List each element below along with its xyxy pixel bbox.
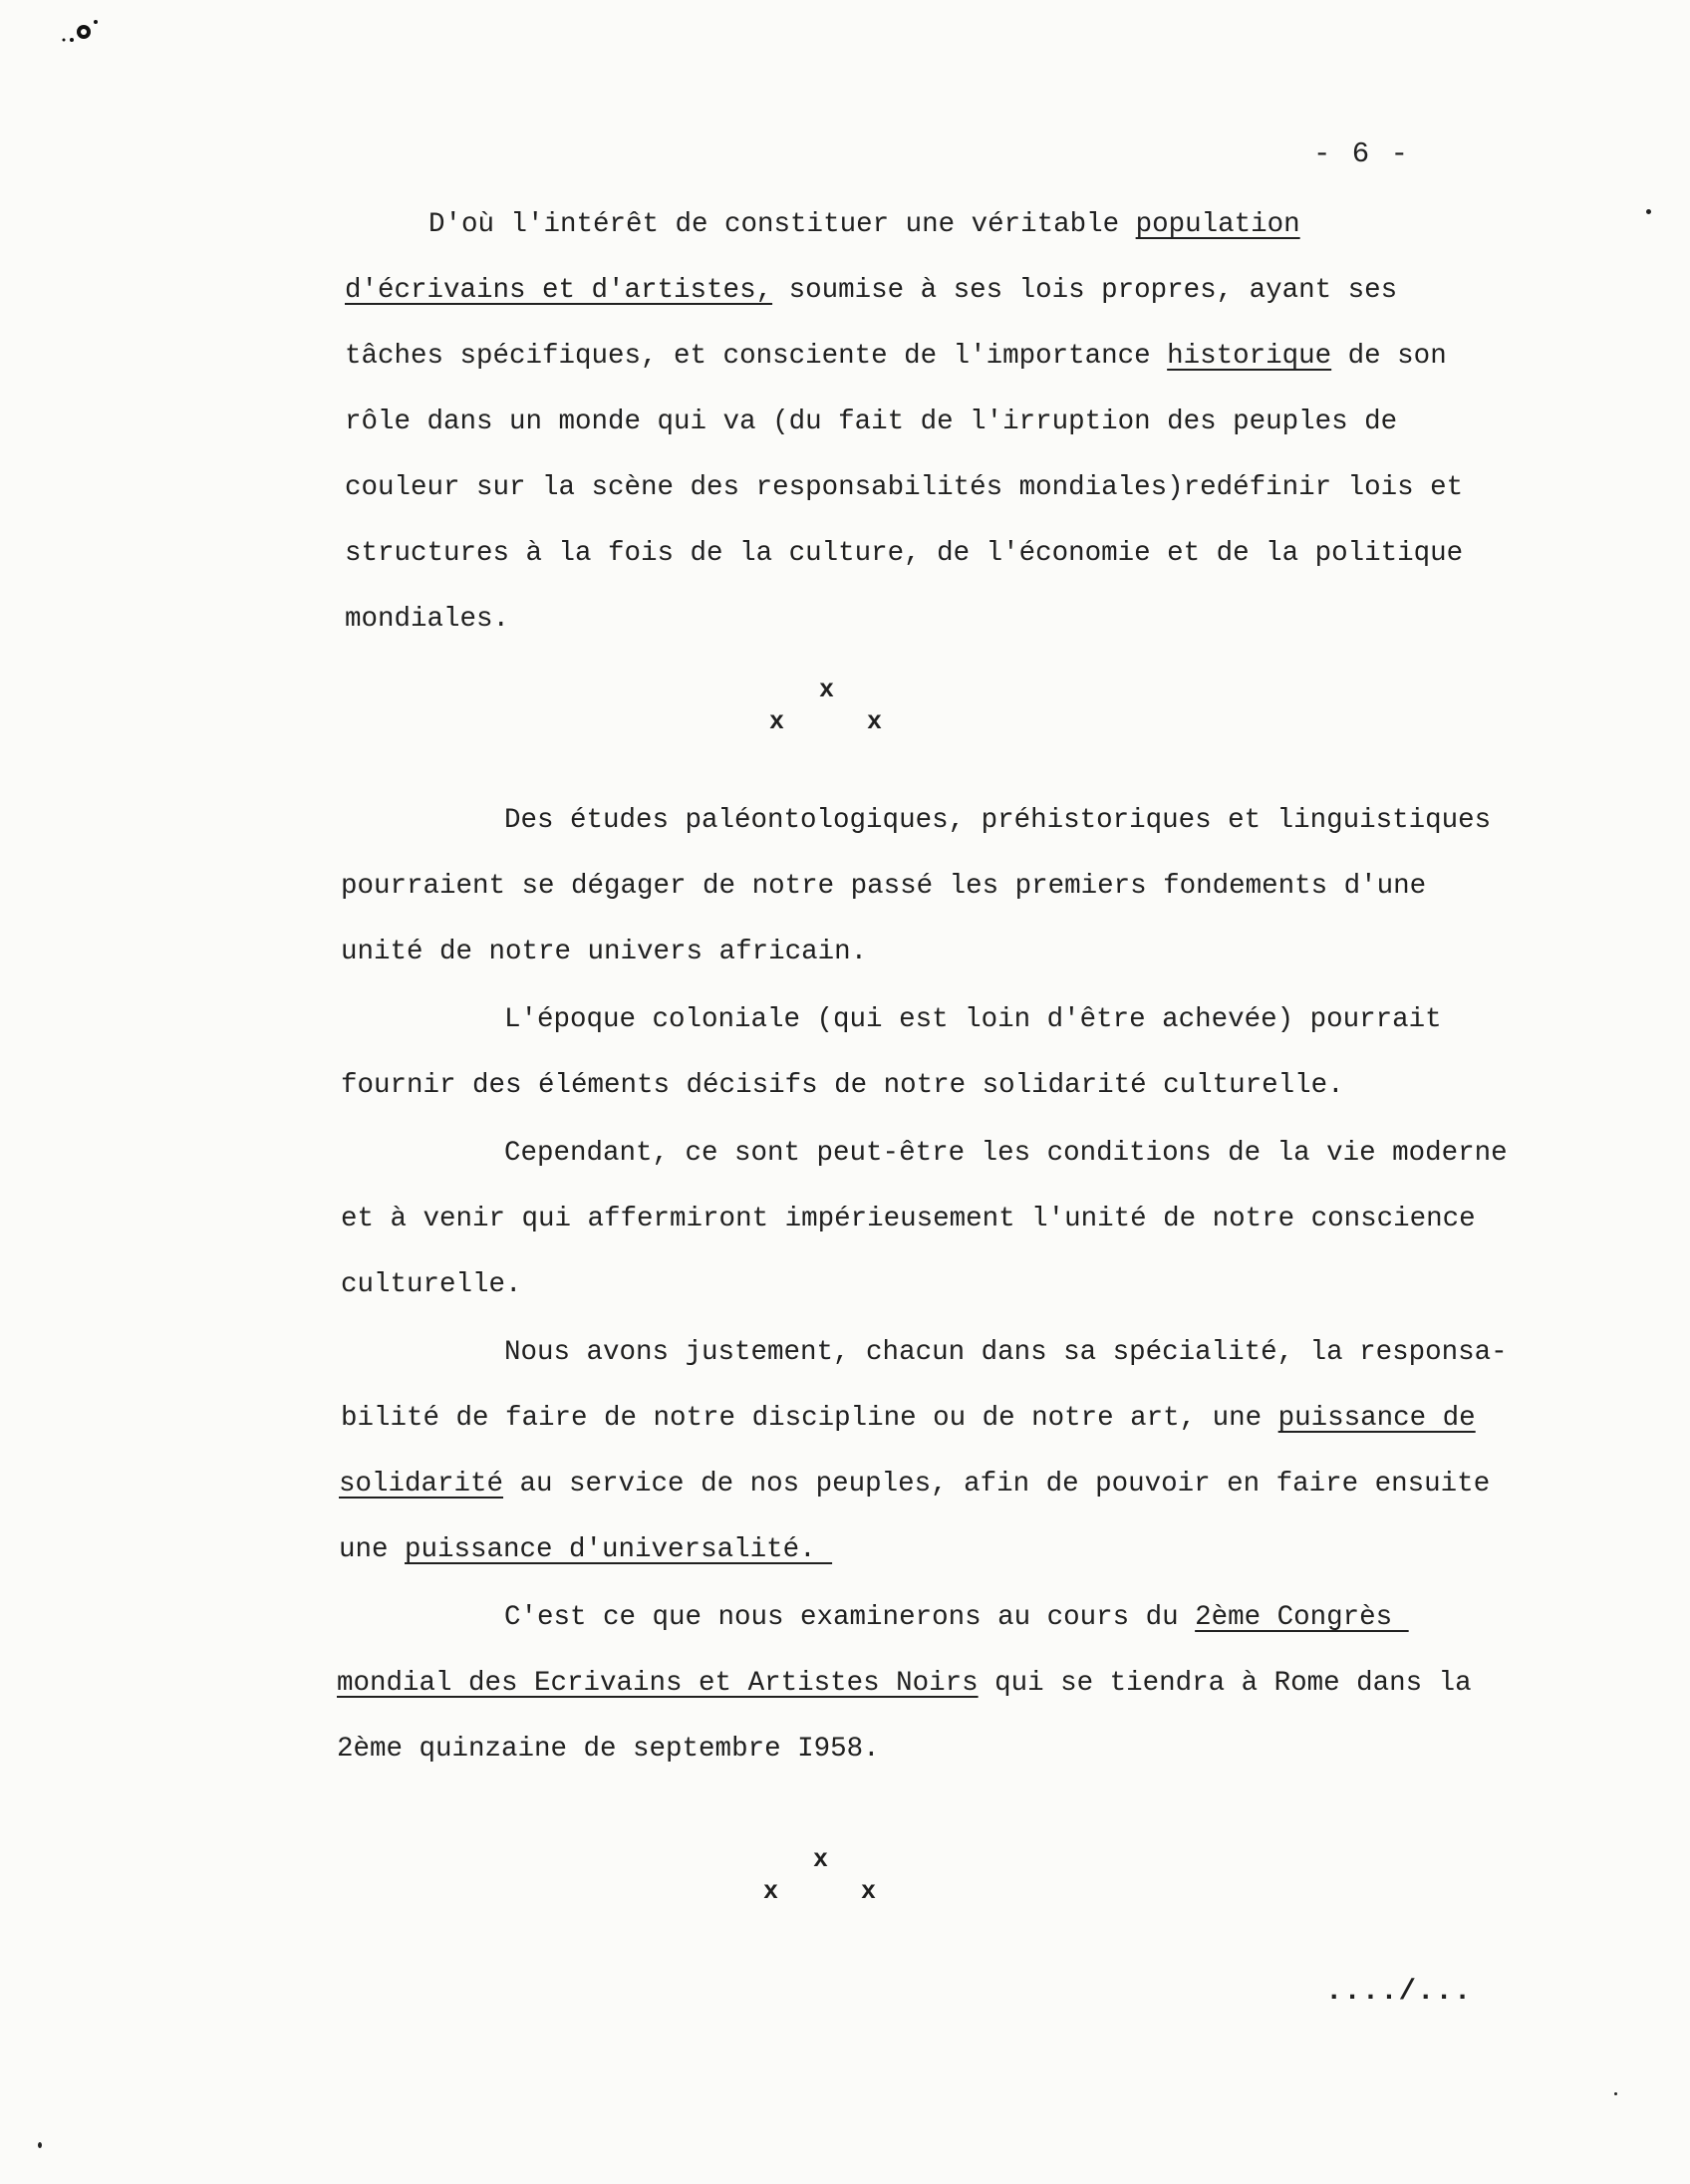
paragraph-6-line-3: 2ème quinzaine de septembre I958.	[337, 1734, 880, 1765]
separator-mark: x	[861, 1877, 877, 1906]
text-segment: de son	[1331, 341, 1447, 372]
paragraph-4-line-1: Cependant, ce sont peut-être les conditions de la vie moderne	[504, 1138, 1508, 1169]
paragraph-1-line-1	[428, 211, 1300, 239]
paragraph-4-line-3: culturelle.	[341, 1269, 522, 1300]
paragraph-2-line-1: Des études paléontologiques, préhistoriques et linguistiques	[504, 805, 1492, 836]
paragraph-5-line-2	[341, 1405, 1476, 1433]
paragraph-3-line-1: L'époque coloniale (qui est loin d'être achevée) pourrait	[504, 1004, 1442, 1035]
underlined-text: solidarité	[339, 1469, 504, 1500]
underlined-text: puissance d'universalité.	[405, 1534, 833, 1565]
ink-blot-mark	[60, 10, 110, 50]
underlined-text: population	[1135, 209, 1300, 240]
underlined-text: mondial des Ecrivains et Artistes Noirs	[337, 1668, 979, 1699]
paragraph-3-line-2: fournir des éléments décisifs de notre solidarité culturelle.	[341, 1070, 1344, 1101]
paragraph-1-line-3	[345, 343, 1447, 371]
separator-mark: x	[763, 1877, 779, 1906]
text-segment: qui se tiendra à Rome dans la	[978, 1668, 1472, 1699]
text-segment: une	[339, 1534, 406, 1565]
paragraph-5-line-3	[339, 1471, 1490, 1499]
text-segment: C'est ce que nous examinerons au cours du	[504, 1602, 1196, 1633]
paragraph-1-line-2	[345, 277, 1397, 305]
underlined-text: puissance de	[1277, 1403, 1476, 1434]
separator-mark: x	[813, 1845, 829, 1874]
underlined-text: d'écrivains et d'artistes,	[345, 275, 773, 306]
paragraph-4-line-2: et à venir qui affermiront impérieusement l'unité de notre conscience	[341, 1204, 1476, 1234]
page-number: - 6 -	[1313, 137, 1411, 170]
paragraph-2-line-2: pourraient se dégager de notre passé les premiers fondements d'une	[341, 871, 1427, 902]
paragraph-5-line-1: Nous avons justement, chacun dans sa spécialité, la responsa-	[504, 1337, 1508, 1368]
separator-mark: x	[819, 676, 835, 704]
text-segment: bilité de faire de notre discipline ou de notre art, une	[341, 1403, 1278, 1434]
separator-mark: x	[867, 707, 883, 736]
underlined-text: historique	[1167, 341, 1332, 372]
paragraph-6-line-1	[504, 1604, 1409, 1632]
paragraph-1-line-4: rôle dans un monde qui va (du fait de l'irruption des peuples de	[345, 407, 1398, 437]
scan-speck	[1614, 2092, 1617, 2095]
paragraph-5-line-4	[339, 1536, 832, 1564]
paragraph-2-line-3: unité de notre univers africain.	[341, 937, 868, 967]
scan-speck	[1646, 209, 1651, 214]
text-segment: tâches spécifiques, et consciente de l'importance	[345, 341, 1168, 372]
paragraph-6-line-2	[337, 1670, 1472, 1698]
text-segment: au service de nos peuples, afin de pouvoir en faire ensuite	[503, 1469, 1491, 1500]
continuation-mark: ..../...	[1325, 1975, 1473, 2008]
scan-speck	[38, 2142, 42, 2148]
underlined-text: 2ème Congrès	[1195, 1602, 1409, 1633]
paragraph-1-line-7: mondiales.	[345, 604, 510, 635]
text-segment: D'où l'intérêt de constituer une véritable	[428, 209, 1136, 240]
paragraph-1-line-5: couleur sur la scène des responsabilités mondiales)redéfinir lois et	[345, 472, 1464, 503]
paragraph-1-line-6: structures à la fois de la culture, de l'économie et de la politique	[345, 538, 1464, 569]
separator-mark: x	[769, 707, 785, 736]
text-segment: soumise à ses lois propres, ayant ses	[772, 275, 1398, 306]
